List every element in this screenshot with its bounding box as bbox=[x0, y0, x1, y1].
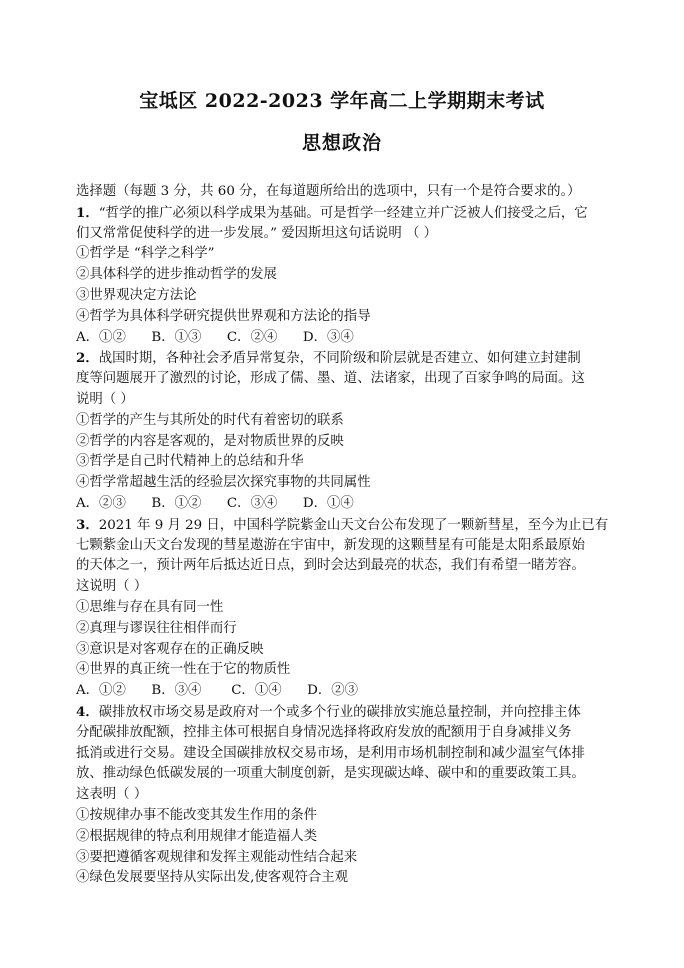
option-item: ①哲学的产生与其所处的时代有着密切的联系 bbox=[76, 412, 344, 428]
question-1 bbox=[76, 203, 616, 349]
option-item: ①思维与存在具有同一性 bbox=[76, 599, 224, 615]
exam-content bbox=[76, 182, 616, 889]
option-item: ①按规律办事不能改变其发生作用的条件 bbox=[76, 807, 318, 823]
subject-title: 思想政治 bbox=[301, 132, 382, 154]
question-stem-text: 碳排放权市场交易是政府对一个或多个行业的碳排放实施总量控制，并向控排主体 bbox=[98, 704, 581, 720]
question-stem-line: 度等问题展开了激烈的讨论，形成了儒、墨、道、法诸家，出现了百家争鸣的局面。这 bbox=[76, 371, 585, 387]
option-item: ③意识是对客观存在的正确反映 bbox=[76, 641, 264, 657]
answer-choices: A．②③ B．①② C．③④ D．①④ bbox=[76, 495, 354, 511]
question-stem-line: 这说明（ ） bbox=[76, 579, 148, 595]
option-item: ③要把遵循客观规律和发挥主观能动性结合起来 bbox=[76, 849, 358, 865]
option-item: ②根据规律的特点利用规律才能造福人类 bbox=[76, 828, 318, 844]
option-item: ④世界的真正统一性在于它的物质性 bbox=[76, 662, 291, 678]
question-2 bbox=[76, 348, 616, 514]
question-stem-line: 说明（ ） bbox=[76, 391, 134, 407]
answer-choices: A．①② B．①③ C．②④ D．③④ bbox=[76, 329, 354, 345]
question-stem-line: 七颗紫金山天文台发现的彗星遨游在宇宙中，新发现的这颗彗星有可能是太阳系最原始 bbox=[76, 537, 585, 553]
option-item: ③世界观决定方法论 bbox=[76, 287, 197, 303]
answer-choices: A．①② B．③④ C．①④ D．②③ bbox=[76, 683, 359, 699]
question-stem-line: 的天体之一，预计两年后抵达近日点，到时会达到最亮的状态，我们有希望一睹芳容。 bbox=[76, 558, 585, 574]
option-item: ④绿色发展要坚持从实际出发,使客观符合主观 bbox=[76, 870, 349, 886]
question-number: 3． bbox=[76, 516, 99, 533]
option-item: ②真理与谬误往往相伴而行 bbox=[76, 620, 237, 636]
question-stem-line bbox=[76, 702, 616, 723]
question-stem-line bbox=[76, 348, 616, 369]
question-stem-line bbox=[76, 203, 616, 224]
question-number: 4． bbox=[76, 703, 99, 720]
question-stem-line: 这表明（ ） bbox=[76, 787, 148, 803]
question-stem-line: 放、推动绿色低碳发展的一项重大制度创新，是实现碳达峰、碳中和的重要政策工具。 bbox=[76, 766, 585, 782]
question-3 bbox=[76, 515, 616, 702]
instructions: 选择题（每题 3 分，共 60 分，在每道题所给出的选项中，只有一个是符合要求的。） bbox=[76, 184, 581, 199]
option-item: ④哲学常超越生活的经验层次探究事物的共同属性 bbox=[76, 475, 371, 491]
question-stem-line: 抵消或进行交易。建设全国碳排放权交易市场，是利用市场机制控制和减少温室气体排 bbox=[76, 745, 585, 761]
question-stem-text: 2021 年 9 月 29 日，中国科学院紫金山天文台公布发现了一颗新彗星，至今为止已有 bbox=[98, 517, 609, 533]
question-stem-text: 战国时期，各种社会矛盾异常复杂，不同阶级和阶层就是否建立、如何建立封建制 bbox=[98, 351, 581, 367]
question-stem-line: 们又常常促使科学的进一步发展。” 爱因斯坦这句话说明 （ ） bbox=[76, 225, 438, 241]
option-item: ②哲学的内容是客观的，是对物质世界的反映 bbox=[76, 433, 344, 449]
question-number: 2． bbox=[76, 350, 99, 367]
question-number: 1． bbox=[76, 204, 99, 221]
option-item: ②具体科学的进步推动哲学的发展 bbox=[76, 267, 277, 283]
question-stem-text: “哲学的推广必须以科学成果为基础。可是哲学一经建立并广泛被人们接受之后，它 bbox=[98, 205, 588, 221]
option-item: ③哲学是自己时代精神上的总结和升华 bbox=[76, 454, 304, 470]
option-item: ①哲学是 “科学之科学” bbox=[76, 246, 215, 262]
exam-title: 宝坻区 2022-2023 学年高二上学期期末考试 bbox=[139, 90, 545, 112]
question-stem-line: 分配碳排放配额，控排主体可根据自身情况选择将政府发放的配额用于自身减排义务 bbox=[76, 724, 572, 740]
question-4 bbox=[76, 702, 616, 889]
option-item: ④哲学为具体科学研究提供世界观和方法论的指导 bbox=[76, 308, 371, 324]
question-stem-line bbox=[76, 515, 616, 536]
